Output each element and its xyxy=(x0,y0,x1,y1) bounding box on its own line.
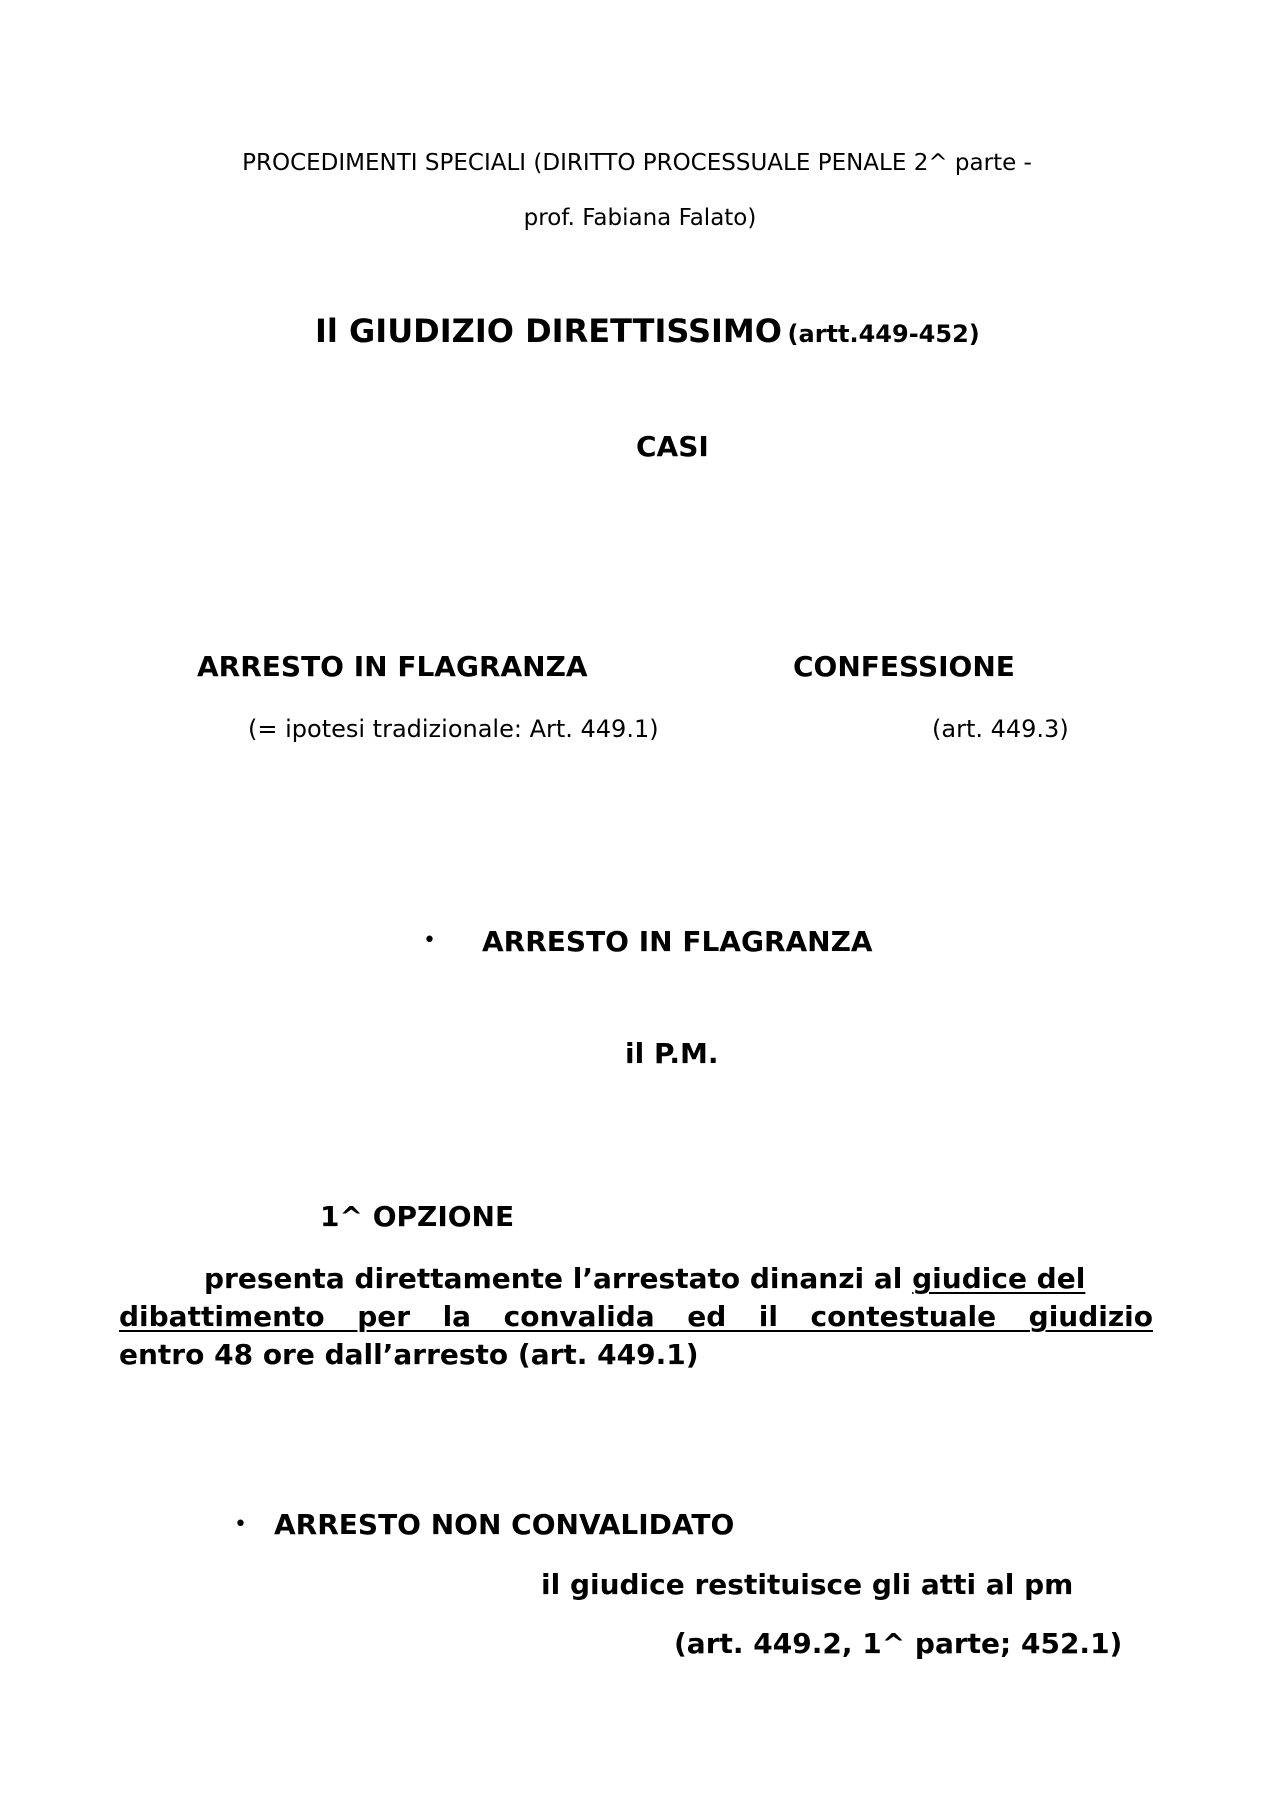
option-1-heading: 1^ OPZIONE xyxy=(320,1200,515,1233)
option-1-line-1-text: presenta direttamente l’arrestato dinanzi al xyxy=(204,1262,913,1295)
bullet-arresto-non-convalidato: ARRESTO NON CONVALIDATO xyxy=(274,1508,735,1541)
non-convalidato-line-2: (art. 449.2, 1^ parte; 452.1) xyxy=(674,1627,1123,1660)
section-heading-casi: CASI xyxy=(636,430,709,463)
case-right-note: (art. 449.3) xyxy=(932,715,1069,743)
header-line-2-wrap xyxy=(0,205,1280,231)
case-left-heading: ARRESTO IN FLAGRANZA xyxy=(197,650,588,683)
header-line-2: prof. Fabiana Falato) xyxy=(523,205,757,231)
option-1-line-1 xyxy=(204,1262,1085,1295)
page-title xyxy=(315,312,980,350)
option-1-line-2: dibattimento per la convalida ed il contestuale giudizio xyxy=(119,1300,1153,1333)
option-1-line-3: entro 48 ore dall’arresto (art. 449.1) xyxy=(119,1338,699,1371)
case-left-note: (= ipotesi tradizionale: Art. 449.1) xyxy=(248,715,659,743)
non-convalidato-line-1: il giudice restituisce gli atti al pm xyxy=(541,1568,1074,1601)
bullet-icon-2: • xyxy=(234,1512,247,1537)
page-title-main: Il GIUDIZIO DIRETTISSIMO xyxy=(315,312,782,350)
pm-label: il P.M. xyxy=(625,1037,719,1070)
header-line-1: PROCEDIMENTI SPECIALI (DIRITTO PROCESSUALE PENALE 2^ parte - xyxy=(242,150,1032,176)
option-1-underlined-giudice: giudice del xyxy=(912,1262,1086,1295)
case-right-heading: CONFESSIONE xyxy=(793,650,1015,683)
bullet-arresto-in-flagranza: ARRESTO IN FLAGRANZA xyxy=(482,925,873,958)
page-title-articles: (artt.449-452) xyxy=(787,320,980,348)
bullet-icon: • xyxy=(423,928,436,953)
document-header xyxy=(0,150,1280,176)
